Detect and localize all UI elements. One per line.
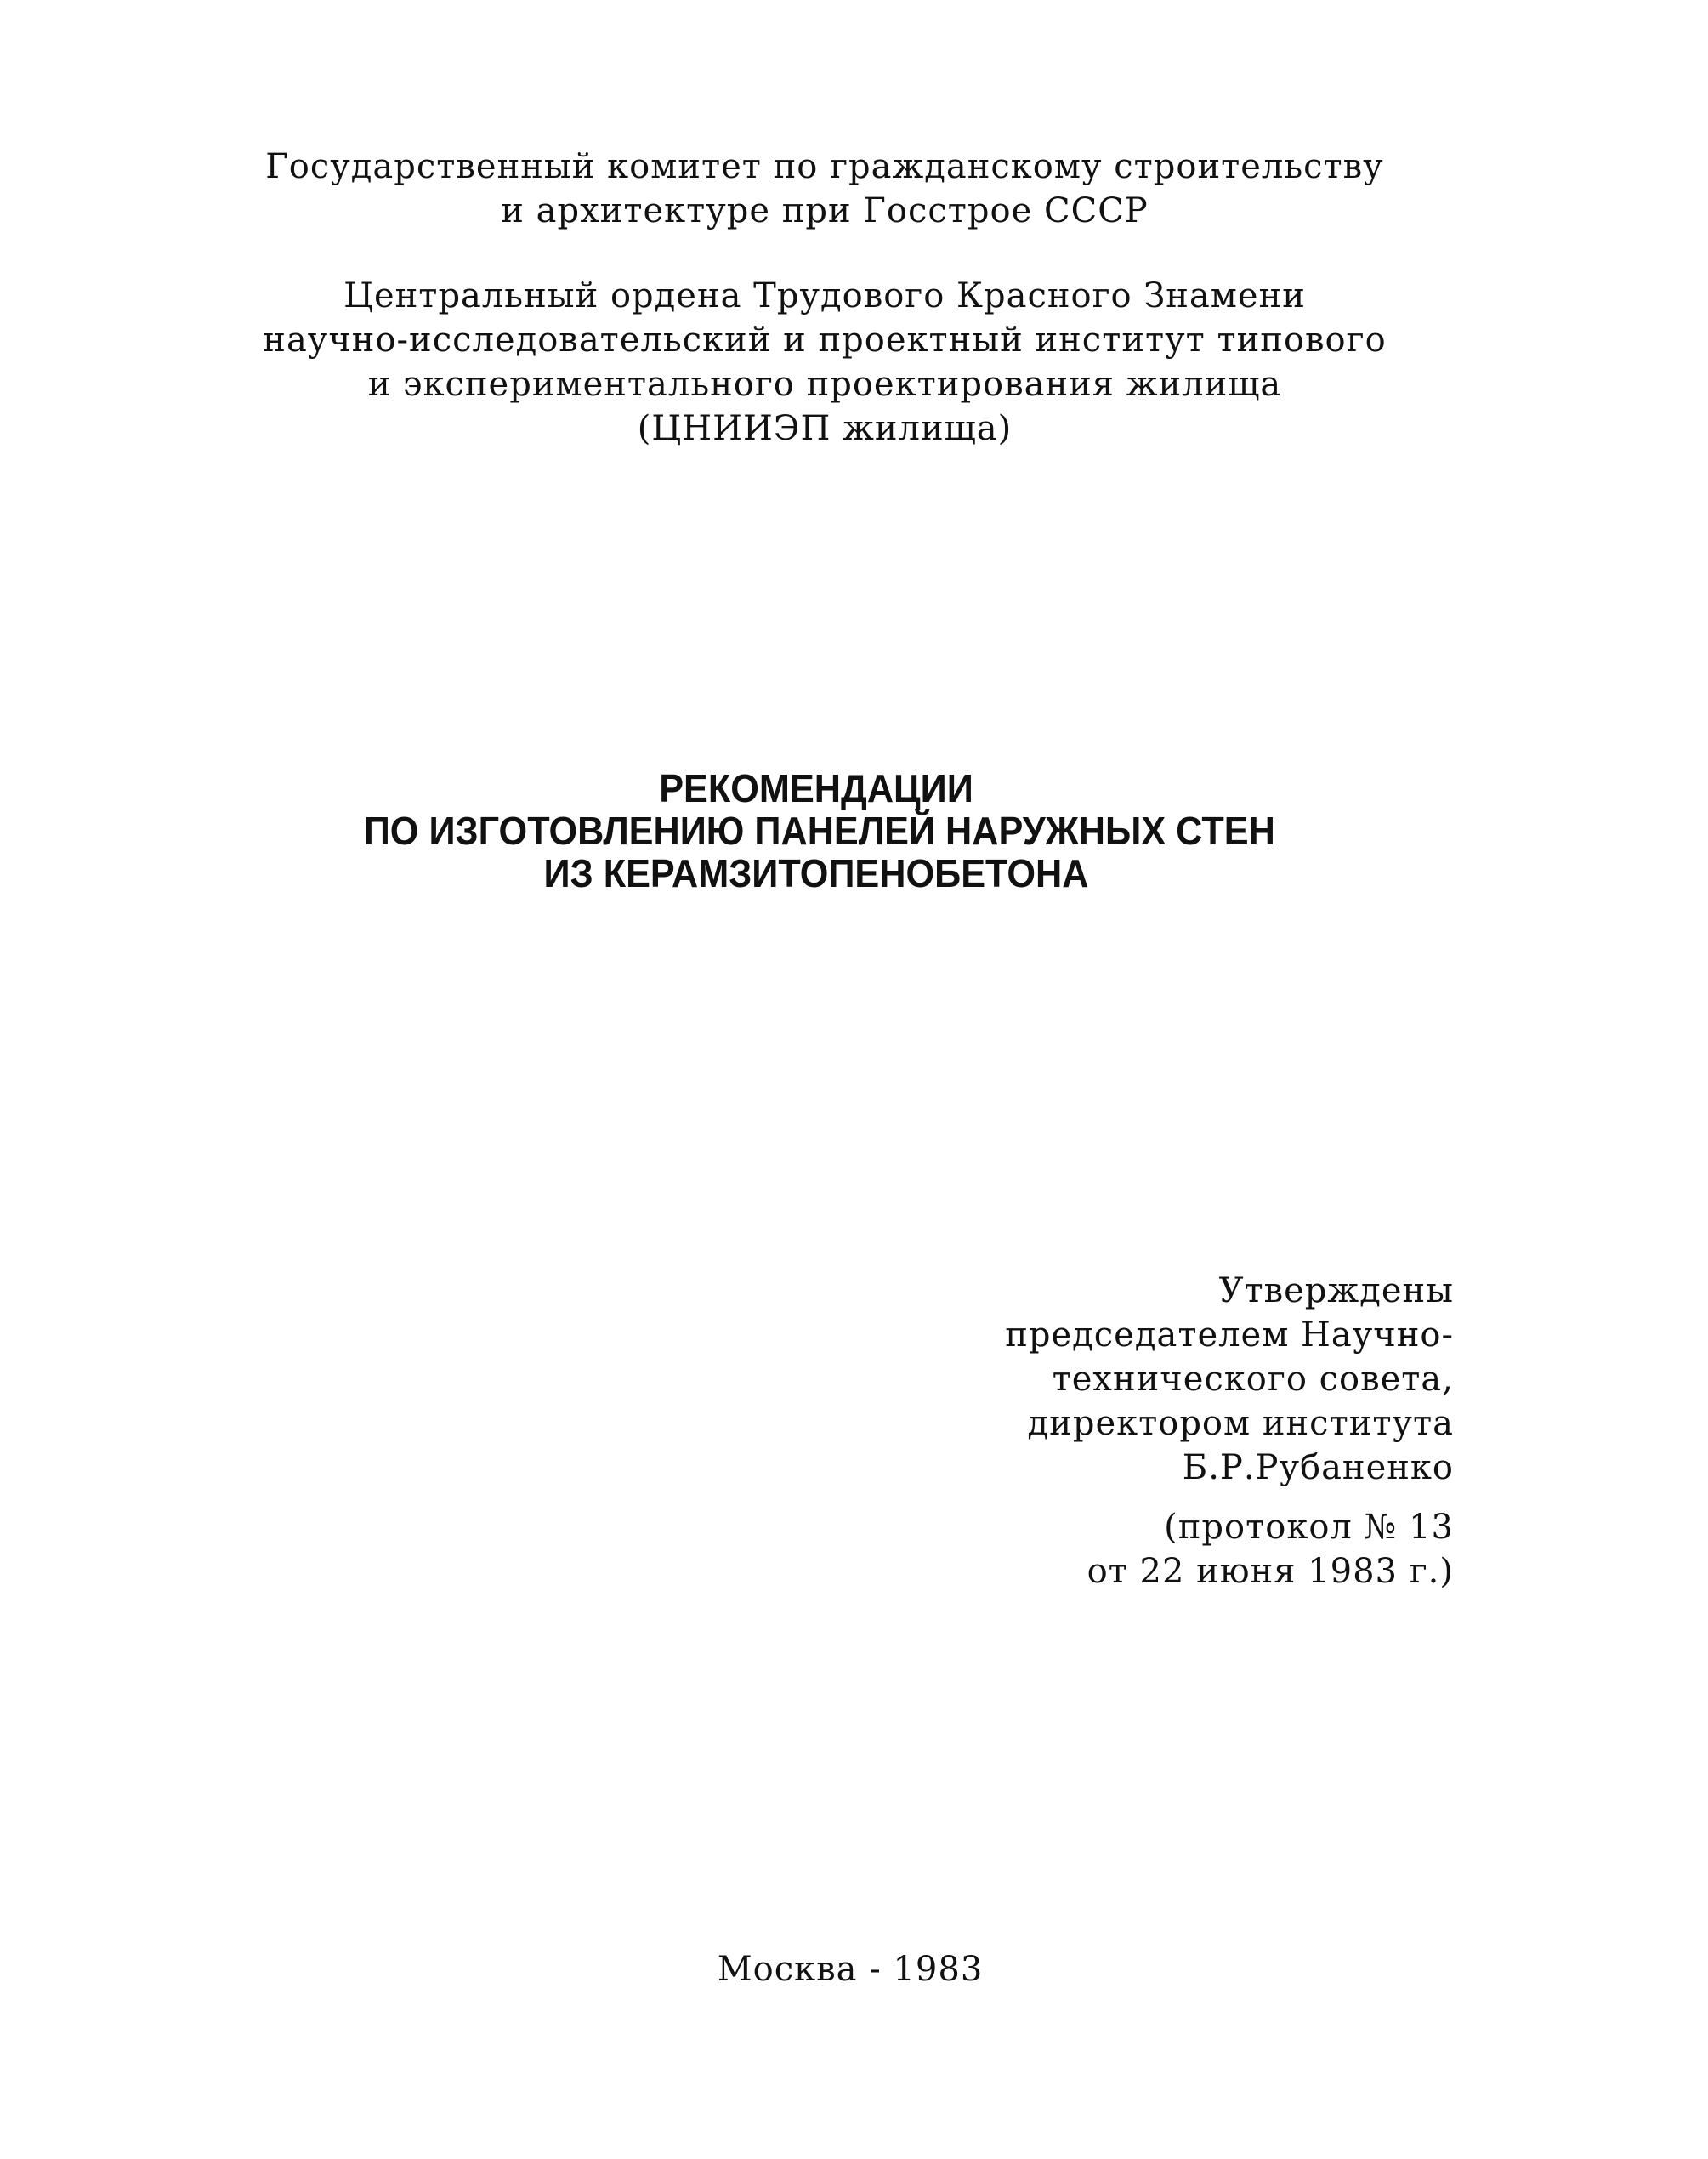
institute-line: и экспериментального проектирования жилища — [367, 365, 1282, 404]
title-line: ИЗ КЕРАМЗИТОПЕНОБЕТОНА — [543, 851, 1089, 895]
approver-name: Б.Р.Рубаненко — [1182, 1448, 1454, 1487]
approval-line: председателем Научно- — [1005, 1315, 1454, 1355]
committee-line: и архитектуре при Госстрое СССР — [501, 191, 1149, 230]
institute-header — [255, 274, 1394, 451]
place-year: Москва - 1983 — [717, 1950, 984, 1989]
approval-line: Утверждены — [1218, 1271, 1454, 1310]
document-title — [353, 767, 1280, 895]
title-line: ПО ИЗГОТОВЛЕНИЮ ПАНЕЛЕЙ НАРУЖНЫХ СТЕН — [363, 809, 1275, 853]
title-line: РЕКОМЕНДАЦИИ — [659, 766, 973, 810]
protocol-line: (протокол № 13 — [1164, 1508, 1454, 1547]
place-year-footer — [595, 1947, 1105, 1991]
committee-line: Государственный комитет по гражданскому строительству — [265, 147, 1384, 186]
approval-line: технического совета, — [1052, 1360, 1454, 1399]
approval-block — [978, 1269, 1454, 1490]
approval-line: директором института — [1027, 1404, 1454, 1443]
committee-header — [255, 145, 1394, 233]
institute-line: (ЦНИИЭП жилища) — [637, 409, 1013, 448]
protocol-date-line: от 22 июня 1983 г.) — [1087, 1552, 1454, 1591]
institute-line: Центральный ордена Трудового Красного Знамени — [343, 276, 1306, 315]
institute-line: научно-исследовательский и проектный институт типового — [263, 321, 1387, 360]
protocol-block — [978, 1505, 1454, 1594]
